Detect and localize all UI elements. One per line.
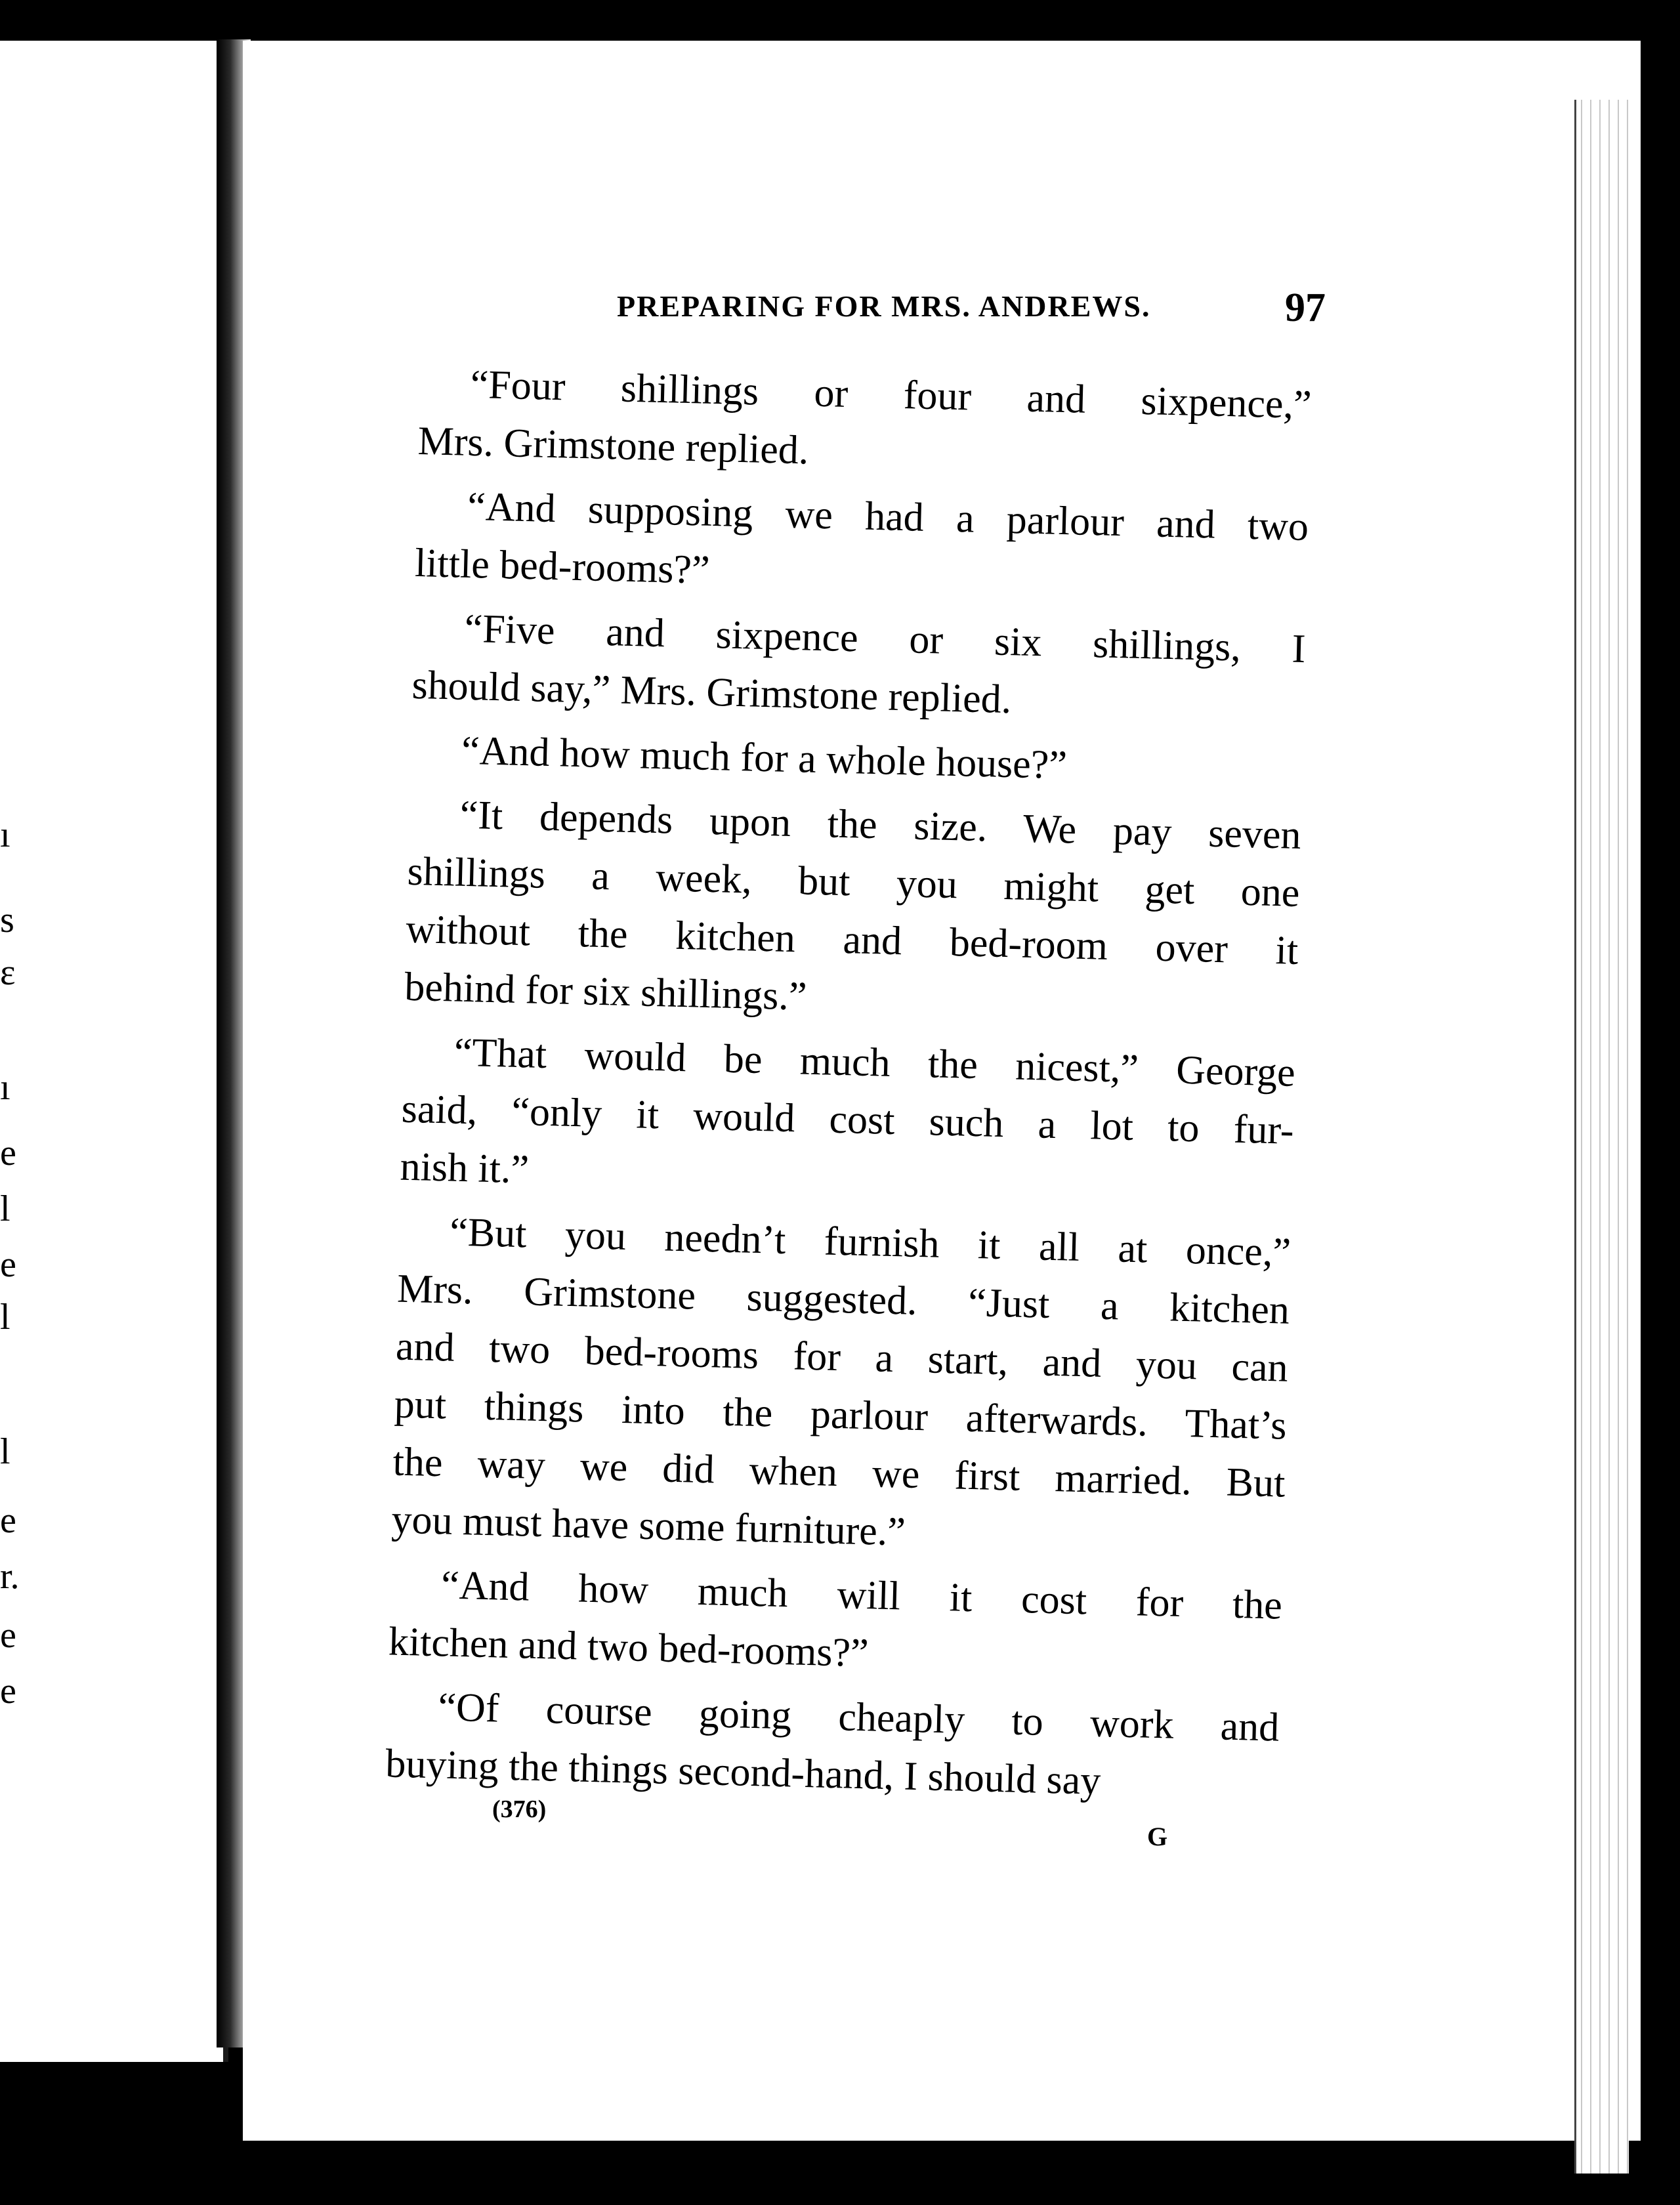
body-text bbox=[385, 354, 1312, 1821]
text-line: “And how much for a whole house?” bbox=[461, 728, 1068, 788]
text-line: “Five and sixpence or six shillings, I bbox=[463, 606, 1307, 672]
text-line: nish it.” bbox=[399, 1144, 530, 1192]
text-line: little bed-rooms?” bbox=[414, 540, 711, 593]
left-page-fragment: l bbox=[0, 1188, 10, 1229]
running-head bbox=[617, 285, 1326, 341]
left-page-fragment: e bbox=[0, 1133, 16, 1173]
left-page-fragment: s bbox=[0, 900, 14, 940]
text-line: and two bed-rooms for a start, and you can bbox=[395, 1324, 1289, 1391]
left-page-fragment: ɛ bbox=[0, 952, 16, 993]
signature-letter: G bbox=[1147, 1822, 1168, 1851]
text-line: “Four shillings or four and sixpence,” bbox=[470, 362, 1312, 428]
text-line: you must have some furniture.” bbox=[390, 1497, 906, 1555]
paragraph bbox=[411, 598, 1307, 736]
paragraph bbox=[385, 1677, 1280, 1814]
left-page-fragment: l bbox=[0, 1431, 10, 1472]
page-edges bbox=[1574, 100, 1629, 2174]
text-line: said, “only it would cost such a lot to fur- bbox=[401, 1086, 1295, 1153]
text-line: “Of course going cheaply to work and bbox=[437, 1685, 1280, 1750]
signature-mark: (376) bbox=[492, 1796, 547, 1823]
left-page-fragment: l bbox=[0, 1297, 10, 1337]
text-line: “But you needn’t furnish it all at once,” bbox=[449, 1209, 1292, 1275]
text-line: the way we did when we first married. But bbox=[392, 1439, 1286, 1506]
text-line: “And supposing we had a parlour and two bbox=[467, 484, 1309, 550]
left-page-fragment: ı bbox=[0, 1067, 10, 1108]
paragraph bbox=[414, 476, 1309, 614]
left-page-fragment: r. bbox=[0, 1556, 20, 1597]
text-line: buying the things second-hand, I should say bbox=[385, 1741, 1102, 1803]
left-page-fragment: e bbox=[0, 1244, 16, 1285]
text-line: Mrs. Grimstone suggested. “Just a kitchen bbox=[396, 1266, 1290, 1333]
left-page-fragment: e bbox=[0, 1671, 16, 1712]
left-page-edge-text bbox=[0, 41, 223, 2062]
text-line: “That would be much the nicest,” George bbox=[453, 1030, 1296, 1095]
running-head-title: PREPARING FOR MRS. ANDREWS. bbox=[617, 289, 1151, 323]
paragraph bbox=[404, 785, 1301, 1038]
text-line: “And how much will it cost for the bbox=[440, 1563, 1283, 1628]
paragraph bbox=[400, 1022, 1296, 1217]
left-page-fragment: e bbox=[0, 1615, 16, 1656]
left-page-fragment: ı bbox=[0, 814, 10, 855]
paragraph bbox=[417, 354, 1312, 492]
text-line: “It depends upon the size. We pay seven bbox=[459, 792, 1302, 858]
text-line: without the kitchen and bed-room over it bbox=[405, 906, 1299, 973]
text-line: should say,” Mrs. Grimstone replied. bbox=[411, 662, 1013, 723]
paragraph bbox=[391, 1202, 1292, 1570]
paragraph bbox=[388, 1555, 1283, 1692]
text-line: kitchen and two bed-rooms?” bbox=[388, 1619, 870, 1676]
text-line: shillings a week, but you might get one bbox=[406, 849, 1301, 915]
text-line: Mrs. Grimstone replied. bbox=[417, 418, 810, 473]
page-number: 97 bbox=[1285, 285, 1326, 330]
left-facing-page bbox=[0, 41, 228, 2062]
left-page-fragment: e bbox=[0, 1500, 16, 1541]
text-line: behind for six shillings.” bbox=[404, 964, 808, 1019]
text-line: put things into the parlour afterwards. That’s bbox=[394, 1381, 1288, 1448]
